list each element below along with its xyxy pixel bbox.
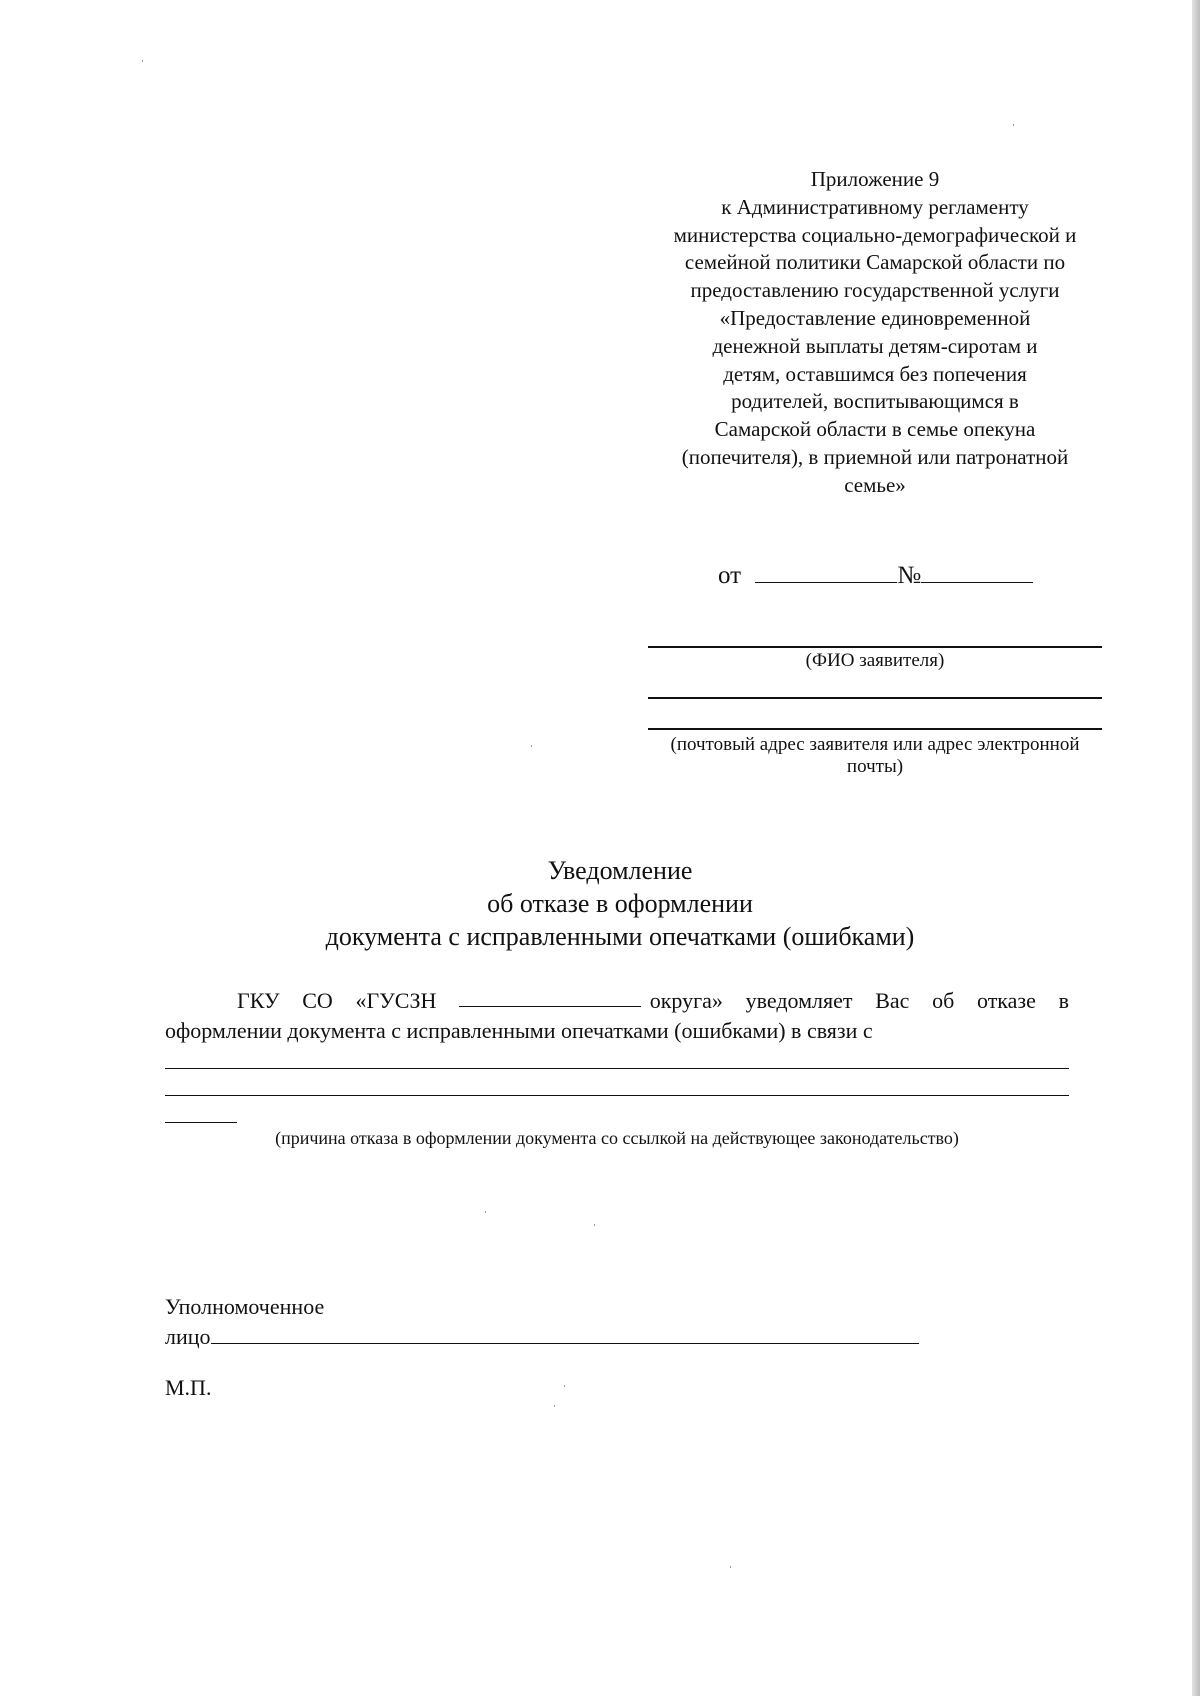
notice-body (165, 986, 1069, 1046)
body-word: СО (302, 988, 333, 1013)
body-word: Вас (875, 988, 910, 1013)
number-blank[interactable] (921, 560, 1033, 583)
signature-label: Уполномоченное (165, 1294, 325, 1319)
date-number-row (718, 560, 1033, 590)
signature-blank[interactable] (211, 1323, 919, 1344)
scan-speck (730, 1566, 731, 1568)
title-line: об отказе в оформлении (487, 889, 753, 918)
appendix-line: денежной выплаты детям-сиротам и (712, 333, 1038, 358)
scan-speck (594, 1224, 595, 1226)
title-line: документа с исправленными опечатками (ошибками) (325, 922, 915, 951)
body-word: в (1058, 988, 1069, 1013)
document-title (260, 854, 980, 953)
scan-speck (1013, 124, 1014, 126)
date-blank[interactable] (755, 560, 897, 583)
appendix-line: семье» (844, 472, 906, 497)
body-line: оформлении документа с исправленными опечатками (ошибками) в связи с (165, 1018, 873, 1043)
scan-speck (554, 1405, 555, 1407)
body-word: уведомляет (745, 988, 853, 1013)
reason-caption: (причина отказа в оформлении документа со ссылкой на действующее законодательство) (275, 1128, 959, 1148)
signature-row (165, 1322, 919, 1352)
scan-page-edge (1192, 0, 1200, 1696)
appendix-line: к Административному регламенту (721, 194, 1029, 219)
appendix-line: «Предоставление единовременной (719, 305, 1031, 330)
applicant-address-caption-line: (почтовый адрес заявителя или адрес электронной (670, 734, 1080, 755)
scan-speck (485, 1211, 486, 1213)
body-word: «ГУСЗН (355, 988, 437, 1013)
reason-line[interactable] (165, 1122, 237, 1123)
appendix-line: родителей, воспитывающимся в (731, 389, 1019, 414)
applicant-address-line[interactable] (648, 728, 1102, 730)
applicant-address-line[interactable] (648, 697, 1102, 699)
applicant-name-caption: (ФИО заявителя) (805, 650, 945, 671)
appendix-line: детям, оставшимся без попечения (723, 361, 1027, 386)
number-label: № (897, 562, 922, 589)
applicant-name-line[interactable] (648, 646, 1102, 648)
appendix-line: семейной политики Самарской области по (684, 250, 1066, 275)
appendix-line: министерства социально-демографической и (673, 222, 1077, 247)
from-label: от (718, 562, 742, 589)
appendix-line: Приложение 9 (810, 167, 940, 191)
district-blank[interactable] (459, 986, 641, 1007)
scan-speck (142, 60, 143, 62)
appendix-header (640, 166, 1110, 500)
body-word: ГКУ (237, 988, 280, 1013)
title-line: Уведомление (547, 856, 693, 885)
scan-speck (531, 745, 532, 747)
reason-line[interactable] (165, 1068, 1069, 1069)
appendix-line: (попечителя), в приемной или патронатной (681, 444, 1069, 469)
body-word: округа» (649, 988, 723, 1013)
signature-block (165, 1292, 919, 1352)
signature-label: лицо (165, 1324, 211, 1349)
body-word: об (932, 988, 955, 1013)
seal-label: М.П. (165, 1375, 212, 1400)
appendix-line: Самарской области в семье опекуна (714, 417, 1036, 442)
body-word: отказе (976, 988, 1036, 1013)
applicant-address-caption (648, 734, 1102, 778)
scan-speck (564, 1385, 565, 1387)
appendix-line: предоставлению государственной услуги (690, 278, 1060, 303)
body-line (165, 986, 1069, 1016)
reason-line[interactable] (165, 1095, 1069, 1096)
applicant-address-caption-line: почты) (846, 756, 904, 777)
